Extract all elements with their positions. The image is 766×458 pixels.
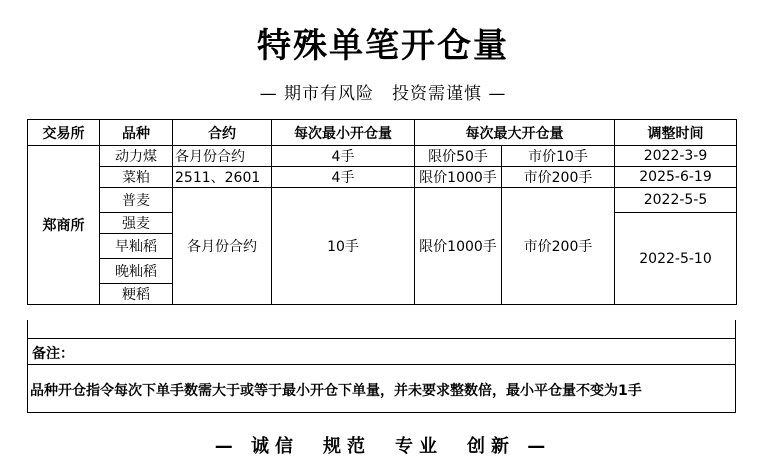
open-position-table: [27, 119, 737, 305]
exchange-cell: 郑商所: [28, 146, 100, 305]
adjust-date-cell: 2022-3-9: [615, 146, 737, 167]
table-header-row: [28, 120, 737, 146]
limit-max-cell: 限价50手: [415, 146, 502, 167]
note-text: 品种开仓指令每次下单手数需大于或等于最小开仓下单量，并未要求整数倍，最小平仓量不变为1手: [30, 383, 642, 399]
note-label: 备注：: [32, 346, 74, 362]
variety-cell: 菜粕: [100, 167, 173, 188]
min-open-cell: 4手: [272, 167, 415, 188]
group-contract-cell: 各月份合约: [173, 188, 272, 305]
header-exchange: 交易所: [28, 120, 100, 146]
note-text-row: [27, 364, 736, 413]
header-contract: 合约: [173, 120, 272, 146]
group-adjust-date-cell: 2022-5-10: [615, 213, 737, 305]
min-open-cell: 4手: [272, 146, 415, 167]
footer-slogan: — 诚信 规范 专业 创新 —: [214, 436, 552, 457]
blank-row: [27, 320, 736, 339]
variety-cell: 早籼稻: [100, 234, 173, 259]
market-max-cell: 市价200手: [502, 167, 615, 188]
variety-cell: 强麦: [100, 213, 173, 234]
variety-cell: 普麦: [100, 188, 173, 213]
variety-cell: 晚籼稻: [100, 259, 173, 284]
header-variety: 品种: [100, 120, 173, 146]
table-row: [28, 146, 737, 167]
variety-cell: 粳稻: [100, 284, 173, 305]
note-label-row: [27, 338, 736, 365]
contract-cell: 2511、2601: [173, 167, 272, 188]
group-min-open-cell: 10手: [272, 188, 415, 305]
page-subtitle: — 期市有风险 投资需谨慎 —: [259, 84, 507, 104]
adjust-date-cell: 2022-5-5: [615, 188, 737, 213]
contract-cell: 各月份合约: [173, 146, 272, 167]
header-max-open: 每次最大开仓量: [415, 120, 615, 146]
group-limit-max-cell: 限价1000手: [415, 188, 502, 305]
header-min-open: 每次最小开仓量: [272, 120, 415, 146]
header-adjust-time: 调整时间: [615, 120, 737, 146]
table-row: [28, 188, 737, 213]
adjust-date-cell: 2025-6-19: [615, 167, 737, 188]
page-title: 特殊单笔开仓量: [257, 26, 509, 66]
market-max-cell: 市价10手: [502, 146, 615, 167]
group-market-max-cell: 市价200手: [502, 188, 615, 305]
limit-max-cell: 限价1000手: [415, 167, 502, 188]
variety-cell: 动力煤: [100, 146, 173, 167]
table-row: [28, 167, 737, 188]
